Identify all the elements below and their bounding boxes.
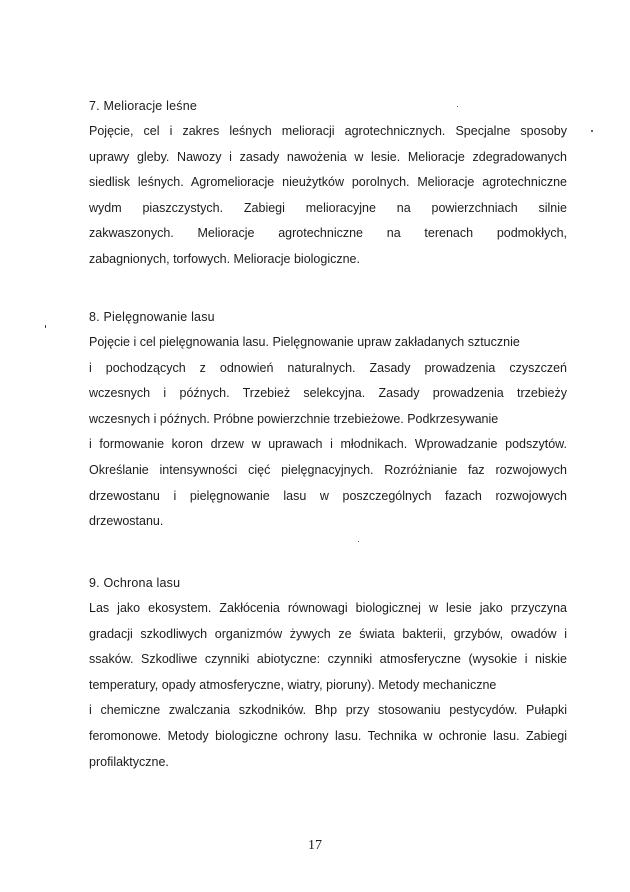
text-line: siedlisk leśnych. Agromelioracje nieużytków porolnych. Melioracje agrotechniczne xyxy=(89,175,567,190)
text-line: Pojęcie i cel pielęgnowania lasu. Pielęgnowanie upraw zakładanych sztucznie xyxy=(89,335,520,349)
text-line: i pochodzących z odnowień naturalnych. Zasady prowadzenia czyszczeń xyxy=(89,360,567,375)
text-line: wczesnych i późnych. Próbne powierzchnie trzebieżowe. Podkrzesywanie xyxy=(89,411,499,426)
text-line: profilaktyczne. xyxy=(89,754,169,769)
text-line: i formowanie koron drzew w uprawach i młodnikach. Wprowadzanie podszytów. xyxy=(89,437,567,452)
text-line: feromonowe. Metody biologiczne ochrony lasu. Technika w ochronie lasu. Zabiegi xyxy=(89,728,567,743)
section-heading: 9. Ochrona lasu xyxy=(89,576,181,590)
text-line: i chemiczne zwalczania szkodników. Bhp przy stosowaniu pestycydów. Pułapki xyxy=(89,703,567,718)
text-line: wydm piaszczystych. Zabiegi melioracyjne na powierzchniach silnie xyxy=(89,200,567,215)
text-line: temperatury, opady atmosferyczne, wiatry, pioruny). Metody mechaniczne xyxy=(89,677,497,692)
section-heading: 8. Pielęgnowanie lasu xyxy=(89,310,215,324)
text-line: ssaków. Szkodliwe czynniki abiotyczne: czynniki atmosferyczne (wysokie i niskie xyxy=(89,652,567,667)
section-ochrona xyxy=(89,570,567,775)
scan-speck xyxy=(591,130,593,132)
text-line: Określanie intensywności cięć pielęgnacyjnych. Rozróżnianie faz rozwojowych xyxy=(89,462,567,477)
text-line: Las jako ekosystem. Zakłócenia równowagi biologicznej w lesie jako przyczyna xyxy=(89,601,567,615)
section-pielegnowanie xyxy=(89,304,567,535)
text-line: gradacji szkodliwych organizmów żywych ze świata bakterii, grzybów, owadów i xyxy=(89,626,567,641)
text-line: uprawy gleby. Nawozy i zasady nawożenia w lesie. Melioracje zdegradowanych xyxy=(89,149,567,164)
text-line: zakwaszonych. Melioracje agrotechniczne na terenach podmokłych, xyxy=(89,226,567,241)
page-number: 17 xyxy=(308,838,322,853)
section-melioracje xyxy=(89,93,567,273)
scan-speck xyxy=(45,325,46,328)
text-line: Pojęcie, cel i zakres leśnych melioracji agrotechnicznych. Specjalne sposoby xyxy=(89,124,567,138)
text-line: drzewostanu i pielęgnowanie lasu w poszczególnych fazach rozwojowych xyxy=(89,488,567,503)
text-line: drzewostanu. xyxy=(89,514,164,529)
section-heading: 7. Melioracje leśne xyxy=(89,99,198,113)
scan-speck xyxy=(457,106,458,107)
scan-speck xyxy=(358,541,359,542)
text-line: wczesnych i późnych. Trzebież selekcyjna. Zasady prowadzenia trzebieży xyxy=(89,386,567,401)
text-line: zabagnionych, torfowych. Melioracje biologiczne. xyxy=(89,251,360,266)
